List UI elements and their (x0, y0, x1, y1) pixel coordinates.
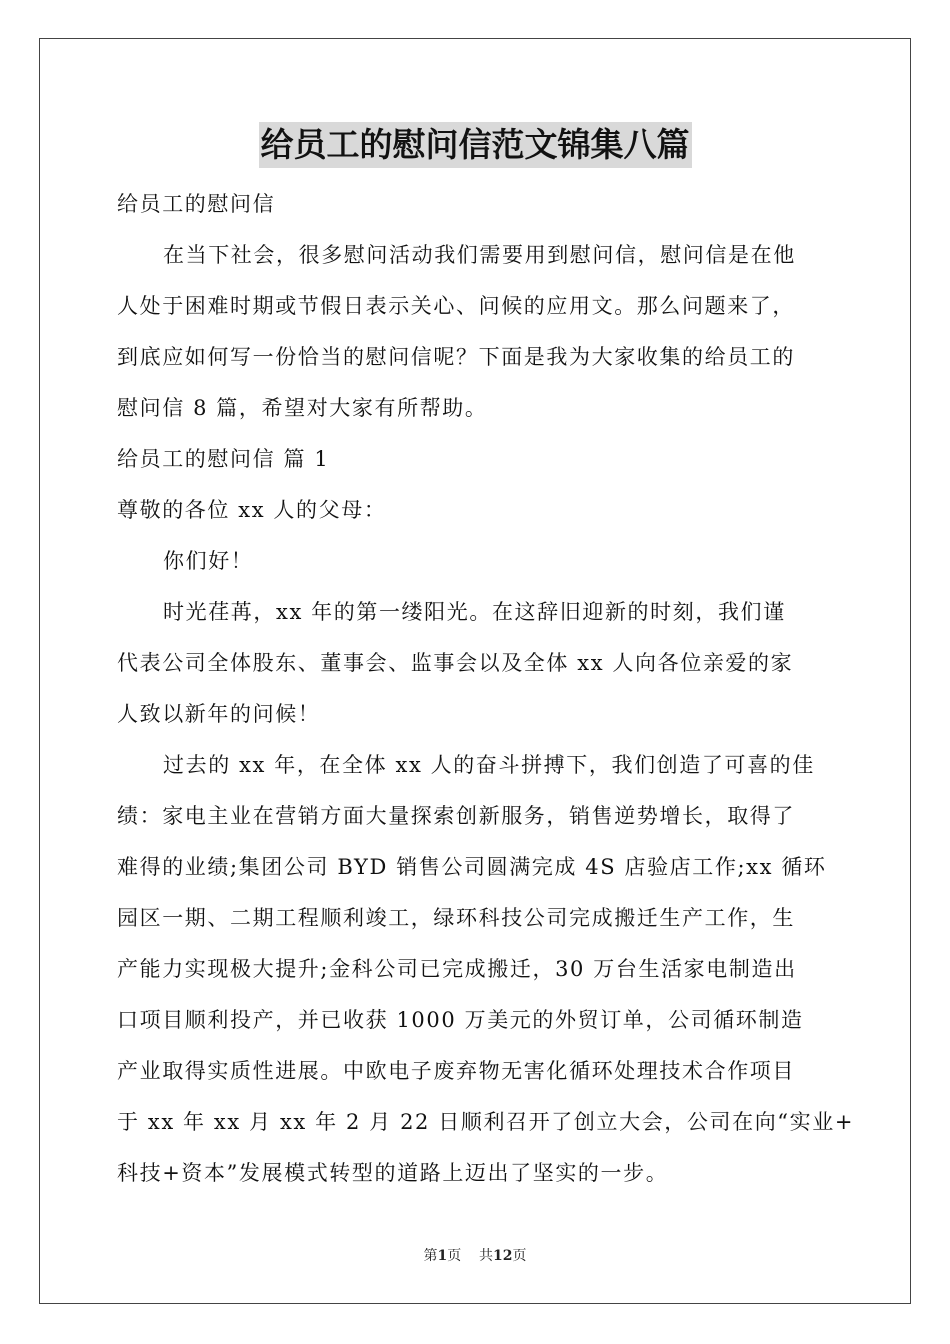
paragraph-line: 慰问信 8 篇，希望对大家有所帮助。 (117, 396, 488, 420)
paragraph-line: 时光荏苒，xx 年的第一缕阳光。在这辞旧迎新的时刻，我们谨 (163, 600, 786, 624)
paragraph-line: 代表公司全体股东、董事会、监事会以及全体 xx 人向各位亲爱的家 (117, 651, 794, 675)
paragraph-line: 人致以新年的问候！ (117, 702, 321, 726)
total-pages: 12 (493, 1248, 513, 1264)
paragraph-line: 产能力实现极大提升;金科公司已完成搬迁，30 万台生活家电制造出 (117, 957, 797, 981)
paragraph-line: 科技+资本”发展模式转型的道路上迈出了坚实的一步。 (117, 1161, 669, 1185)
total-suffix: 页 (512, 1248, 527, 1264)
total-prefix: 共 (479, 1248, 494, 1264)
paragraph-line: 园区一期、二期工程顺利竣工，绿环科技公司完成搬迁生产工作，生 (117, 906, 795, 930)
section-heading: 给员工的慰问信 (117, 192, 276, 216)
document-body (117, 179, 855, 1199)
paragraph-line: 于 xx 年 xx 月 xx 年 2 月 22 日顺利召开了创立大会，公司在向“实业+ (117, 1110, 855, 1134)
page-footer (0, 1245, 950, 1265)
section-heading: 给员工的慰问信 篇 1 (117, 447, 330, 471)
paragraph-line: 到底应如何写一份恰当的慰问信呢？下面是我为大家收集的给员工的 (117, 345, 795, 369)
document-title: 给员工的慰问信范文锦集八篇 (259, 122, 692, 168)
greeting: 你们好！ (163, 549, 254, 573)
paragraph-line: 绩：家电主业在营销方面大量探索创新服务，销售逆势增长，取得了 (117, 804, 795, 828)
paragraph-line: 在当下社会，很多慰问活动我们需要用到慰问信，慰问信是在他 (163, 243, 796, 267)
page-number: 1 (437, 1248, 448, 1264)
paragraph-line: 难得的业绩;集团公司 BYD 销售公司圆满完成 4S 店验店工作;xx 循环 (117, 855, 827, 879)
page-suffix: 页 (447, 1248, 462, 1264)
paragraph-line: 口项目顺利投产，并已收获 1000 万美元的外贸订单，公司循环制造 (117, 1008, 804, 1032)
page-prefix: 第 (423, 1248, 438, 1264)
paragraph-line: 过去的 xx 年，在全体 xx 人的奋斗拼搏下，我们创造了可喜的佳 (163, 753, 815, 777)
title-container (0, 122, 950, 168)
paragraph-line: 人处于困难时期或节假日表示关心、问候的应用文。那么问题来了， (117, 294, 795, 318)
salutation: 尊敬的各位 xx 人的父母： (117, 498, 387, 522)
paragraph-line: 产业取得实质性进展。中欧电子废弃物无害化循环处理技术合作项目 (117, 1059, 795, 1083)
